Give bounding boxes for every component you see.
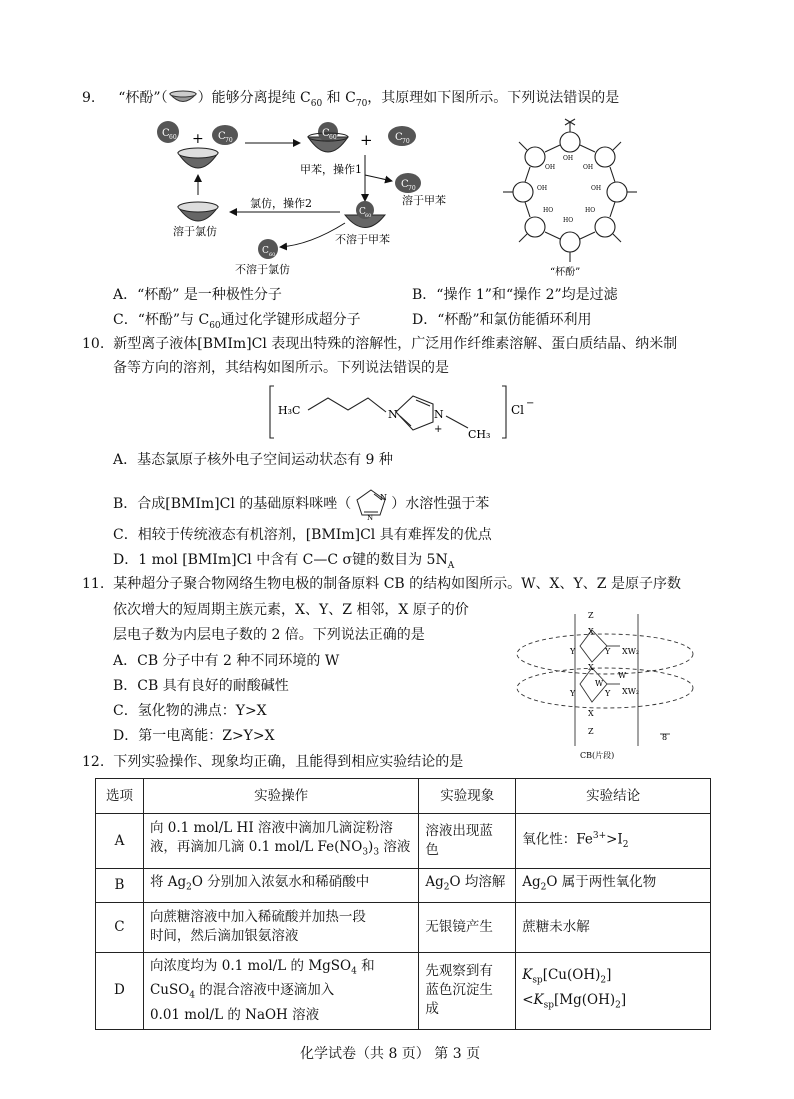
table-row: D 向浓度均为 0.1 mol/L 的 MgSO$_4$ 和 CuSO$_4$ 的混合溶液中逐滴加入 0.01 mol/L 的 NaOH 溶液 先观察到有 蓝色沉淀生 成 $K_{sp}[Cu(OH)_2]<K_{sp}[Mg(OH)_2]$ bbox=[96, 952, 711, 1029]
imidazole-icon bbox=[351, 486, 391, 522]
svg-text:HO: HO bbox=[543, 207, 554, 214]
svg-text:HO: HO bbox=[563, 217, 574, 224]
svg-text:+: + bbox=[360, 131, 373, 149]
header-operation: 实验操作 bbox=[143, 779, 418, 814]
svg-text:C: C bbox=[218, 131, 226, 142]
svg-text:OH: OH bbox=[583, 164, 594, 171]
q11-stem-line2: 依次增大的短周期主族元素，X、Y、Z 相邻，X 原子的价 bbox=[113, 602, 469, 618]
svg-text:N: N bbox=[367, 514, 374, 522]
page-footer: 化学试卷（共 8 页） 第 3 页 bbox=[300, 1046, 481, 1062]
n1-label: N bbox=[388, 408, 398, 421]
svg-text:OH: OH bbox=[591, 185, 602, 192]
calixarene-bowl-icon bbox=[168, 89, 198, 105]
q10-number: 10. bbox=[82, 336, 105, 352]
cb-structure bbox=[510, 606, 710, 766]
header-option: 选项 bbox=[96, 779, 144, 814]
header-conclusion: 实验结论 bbox=[516, 779, 711, 814]
bowl-empty-2 bbox=[178, 202, 218, 221]
svg-text:X: X bbox=[588, 709, 594, 718]
q12-stem: 12. 下列实验操作、现象均正确，且能得到相应实验结论的是 bbox=[82, 754, 464, 770]
q10-stem-line2: 备等方向的溶剂，其结构如图所示。下列说法错误的是 bbox=[113, 360, 449, 376]
svg-text:N: N bbox=[380, 493, 388, 502]
svg-text:X: X bbox=[588, 663, 594, 672]
q11-number: 11. bbox=[82, 576, 105, 592]
plus-1: + bbox=[192, 131, 204, 147]
bmim-cl-structure bbox=[268, 378, 538, 448]
svg-text:Y: Y bbox=[570, 689, 576, 698]
q9-option-d: D．“杯酚”和氯仿能循环利用 bbox=[412, 312, 592, 328]
header-phenomenon: 实验现象 bbox=[419, 779, 516, 814]
step2-label: 氯仿，操作2 bbox=[250, 197, 312, 210]
q11-option-b: B．CB 具有良好的耐酸碱性 bbox=[113, 678, 289, 694]
q10-stem-line1: 10. 新型离子液体[BMIm]Cl 表现出特殊的溶解性，广泛用作纤维素溶解、蛋白质结晶、纳米制 bbox=[82, 336, 678, 352]
svg-text:W: W bbox=[595, 679, 604, 688]
svg-text:HO: HO bbox=[585, 207, 596, 214]
q11-stem-line1: 11. 某种超分子聚合物网络生物电极的制备原料 CB 的结构如图所示。W、X、Y、Z 是原子序数 bbox=[82, 576, 681, 592]
svg-text:Y: Y bbox=[605, 689, 611, 698]
svg-text:Y: Y bbox=[570, 647, 576, 656]
svg-text:60: 60 bbox=[365, 213, 372, 219]
svg-text:X: X bbox=[588, 627, 594, 636]
q12-number: 12. bbox=[82, 754, 105, 770]
q9-separation-diagram bbox=[140, 115, 470, 280]
table-row: A 向 0.1 mol/L HI 溶液中滴加几滴淀粉溶 液，再滴加几滴 0.1 mol/L $Fe(NO_3)_3$ 溶液 溶液出现蓝 色 氧化性：$Fe^{3+}>I_2$ bbox=[96, 814, 711, 869]
q9-option-b: B．“操作 1”和“操作 2”均是过滤 bbox=[412, 287, 618, 303]
svg-text:C: C bbox=[322, 128, 330, 139]
table-header-row bbox=[96, 779, 711, 814]
svg-text:C: C bbox=[359, 207, 366, 217]
table-row: B 将 $Ag_2O$ 分别加入浓氨水和稀硝酸中 $Ag_2O$ 均溶解 $Ag_2O$ 属于两性氧化物 bbox=[96, 869, 711, 903]
cb-caption: CB(片段) bbox=[580, 751, 615, 760]
dissolve-chloroform-label: 溶于氯仿 bbox=[173, 225, 217, 238]
q10-option-b: B．合成[BMIm]Cl 的基础原料咪唑（ N N ）水溶性强于苯 bbox=[113, 486, 489, 522]
step1-label: 甲苯，操作1 bbox=[300, 163, 362, 176]
q10-option-c: C．相较于传统液态有机溶剂，[BMIm]Cl 具有难挥发的优点 bbox=[113, 527, 492, 543]
bowl-empty-1 bbox=[178, 148, 218, 168]
n2-label: N bbox=[434, 408, 444, 421]
svg-text:70: 70 bbox=[402, 138, 410, 145]
q10-option-a: A．基态氯原子核外电子空间运动状态有 9 种 bbox=[113, 452, 393, 468]
ch3-label: CH₃ bbox=[468, 428, 491, 441]
q9-number: 9. bbox=[82, 90, 96, 106]
svg-text:60: 60 bbox=[329, 134, 337, 141]
dissolve-toluene-label: 溶于甲苯 bbox=[402, 194, 446, 207]
svg-text:Y: Y bbox=[605, 647, 611, 656]
calixarene-caption: “杯酚” bbox=[550, 267, 581, 277]
h3c-label: H₃C bbox=[278, 404, 301, 417]
insoluble-chloroform-label: 不溶于氯仿 bbox=[235, 263, 290, 276]
svg-text:OH: OH bbox=[537, 185, 548, 192]
q9-option-a: A．“杯酚” 是一种极性分子 bbox=[113, 287, 282, 303]
svg-text:70: 70 bbox=[408, 185, 416, 192]
q11-option-a: A．CB 分子中有 2 种不同环境的 W bbox=[113, 653, 340, 669]
svg-text:8: 8 bbox=[662, 733, 668, 742]
q11-option-d: D．第一电离能：Z>Y>X bbox=[113, 728, 275, 744]
svg-text:W: W bbox=[618, 671, 627, 680]
svg-text:C: C bbox=[262, 246, 269, 256]
q10-option-d: D．1 mol [BMIm]Cl 中含有 C—C σ键的数目为 $5N_A$ bbox=[113, 552, 455, 571]
svg-text:XW₂: XW₂ bbox=[622, 647, 640, 656]
table-row: C 向蔗糖溶液中加入稀硫酸并加热一段 时间，然后滴加银氨溶液 无银镜产生 蔗糖未水解 bbox=[96, 902, 711, 952]
chloride-label: Cl bbox=[511, 403, 525, 417]
svg-text:OH: OH bbox=[545, 164, 556, 171]
svg-text:−: − bbox=[526, 398, 535, 409]
svg-text:60: 60 bbox=[169, 134, 177, 141]
q9-stem: 9. “杯酚”（ ）能够分离提纯 $C_{60}$ 和 $C_{70}$，其原理如下图所示。下列说法错误的是 bbox=[82, 90, 620, 109]
q9-option-c: C．“杯酚”与 $C_{60}$通过化学键形成超分子 bbox=[113, 312, 361, 331]
svg-text:60: 60 bbox=[269, 252, 276, 258]
svg-text:Z: Z bbox=[588, 727, 594, 736]
calixarene-structure bbox=[495, 112, 645, 277]
svg-text:C: C bbox=[395, 132, 403, 143]
svg-text:C: C bbox=[401, 179, 409, 190]
arrow-dissolve bbox=[365, 175, 392, 181]
c60-label-1: C bbox=[162, 128, 170, 139]
q11-stem-line3: 层电子数为内层电子数的 2 倍。下列说法正确的是 bbox=[113, 627, 425, 643]
q12-table bbox=[95, 778, 711, 1030]
insoluble-toluene-label: 不溶于甲苯 bbox=[335, 233, 390, 246]
svg-text:70: 70 bbox=[225, 137, 233, 144]
oh-label-1: OH bbox=[563, 155, 574, 162]
svg-text:+: + bbox=[434, 424, 443, 435]
svg-text:XW₂: XW₂ bbox=[622, 687, 640, 696]
q11-option-c: C．氢化物的沸点：Y>X bbox=[113, 703, 267, 719]
svg-text:Z: Z bbox=[588, 611, 594, 620]
